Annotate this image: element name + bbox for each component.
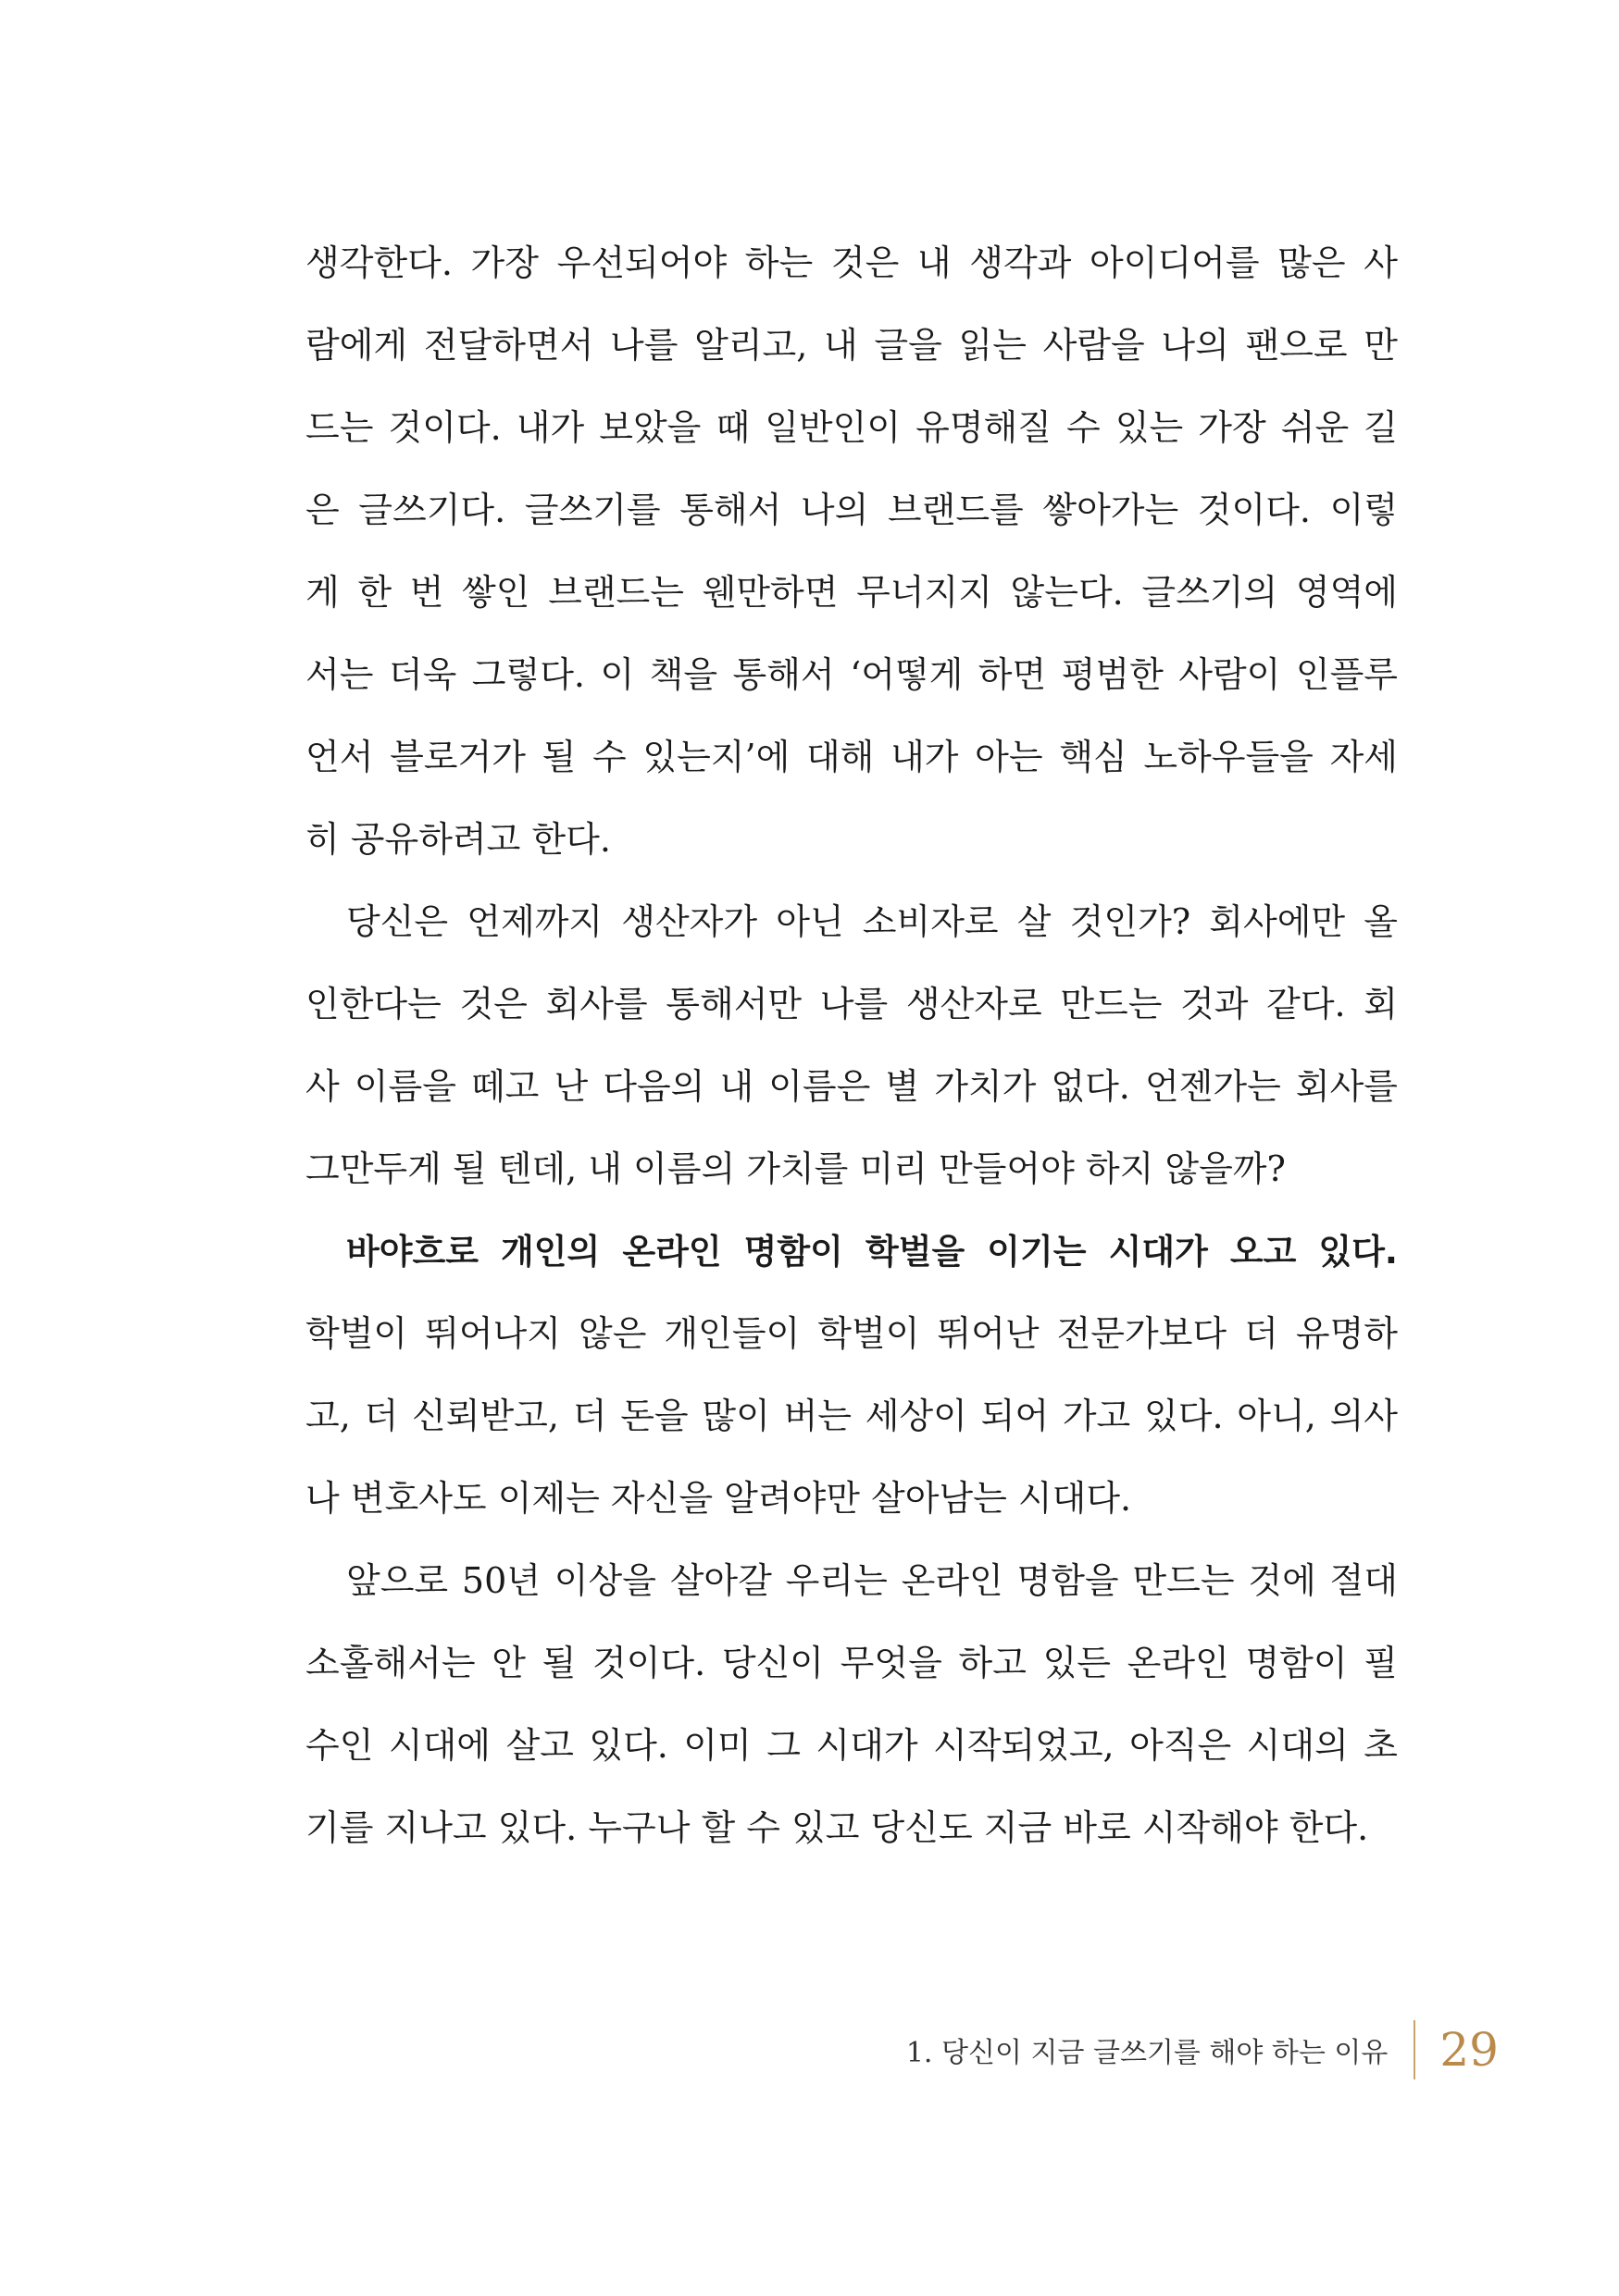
page-number: 29 xyxy=(1439,2023,1499,2077)
body-text xyxy=(305,222,1398,1869)
text-line: 게 한 번 쌓인 브랜드는 웬만하면 무너지지 않는다. 글쓰기의 영역에 xyxy=(305,572,1398,613)
text-line: 학벌이 뛰어나지 않은 개인들이 학벌이 뛰어난 전문가보다 더 유명하 xyxy=(305,1313,1398,1354)
text-line: 은 글쓰기다. 글쓰기를 통해서 나의 브랜드를 쌓아가는 것이다. 이렇 xyxy=(305,490,1398,530)
emphasis-line: 바야흐로 개인의 온라인 명함이 학벌을 이기는 시대가 오고 있다. xyxy=(346,1232,1398,1272)
text-line: 기를 지나고 있다. 누구나 할 수 있고 당신도 지금 바로 시작해야 한다. xyxy=(305,1807,1369,1848)
paragraph-start-line: 앞으로 50년 이상을 살아갈 우리는 온라인 명함을 만드는 것에 절대 xyxy=(346,1560,1398,1601)
text-line: 수인 시대에 살고 있다. 이미 그 시대가 시작되었고, 아직은 시대의 초 xyxy=(305,1725,1398,1766)
text-line: 생각한다. 가장 우선되어야 하는 것은 내 생각과 아이디어를 많은 사 xyxy=(305,242,1398,283)
page-footer xyxy=(906,2013,1499,2087)
text-line: 인한다는 것은 회사를 통해서만 나를 생산자로 만드는 것과 같다. 회 xyxy=(305,984,1398,1024)
text-line: 소홀해서는 안 될 것이다. 당신이 무엇을 하고 있든 온라인 명함이 필 xyxy=(305,1643,1398,1683)
text-line: 람에게 전달하면서 나를 알리고, 내 글을 읽는 사람을 나의 팬으로 만 xyxy=(305,325,1398,366)
text-line: 드는 것이다. 내가 보았을 때 일반인이 유명해질 수 있는 가장 쉬운 길 xyxy=(305,407,1398,448)
text-line: 고, 더 신뢰받고, 더 돈을 많이 버는 세상이 되어 가고 있다. 아니, 의사 xyxy=(305,1396,1398,1436)
paragraph-start-line: 당신은 언제까지 생산자가 아닌 소비자로 살 것인가? 회사에만 올 xyxy=(346,901,1398,942)
running-head: 1. 당신이 지금 글쓰기를 해야 하는 이유 xyxy=(905,2037,1389,2069)
text-line: 그만두게 될 텐데, 내 이름의 가치를 미리 만들어야 하지 않을까? xyxy=(305,1148,1286,1189)
text-line: 서는 더욱 그렇다. 이 책을 통해서 ‘어떻게 하면 평범한 사람이 인플루 xyxy=(305,654,1398,695)
footer-divider xyxy=(1414,2020,1415,2079)
text-line: 히 공유하려고 한다. xyxy=(305,819,611,860)
text-line: 사 이름을 떼고 난 다음의 내 이름은 별 가치가 없다. 언젠가는 회사를 xyxy=(305,1066,1398,1107)
text-line: 나 변호사도 이제는 자신을 알려야만 살아남는 시대다. xyxy=(305,1478,1132,1519)
text-line: 언서 블로거가 될 수 있는지’에 대해 내가 아는 핵심 노하우들을 자세 xyxy=(305,737,1398,777)
